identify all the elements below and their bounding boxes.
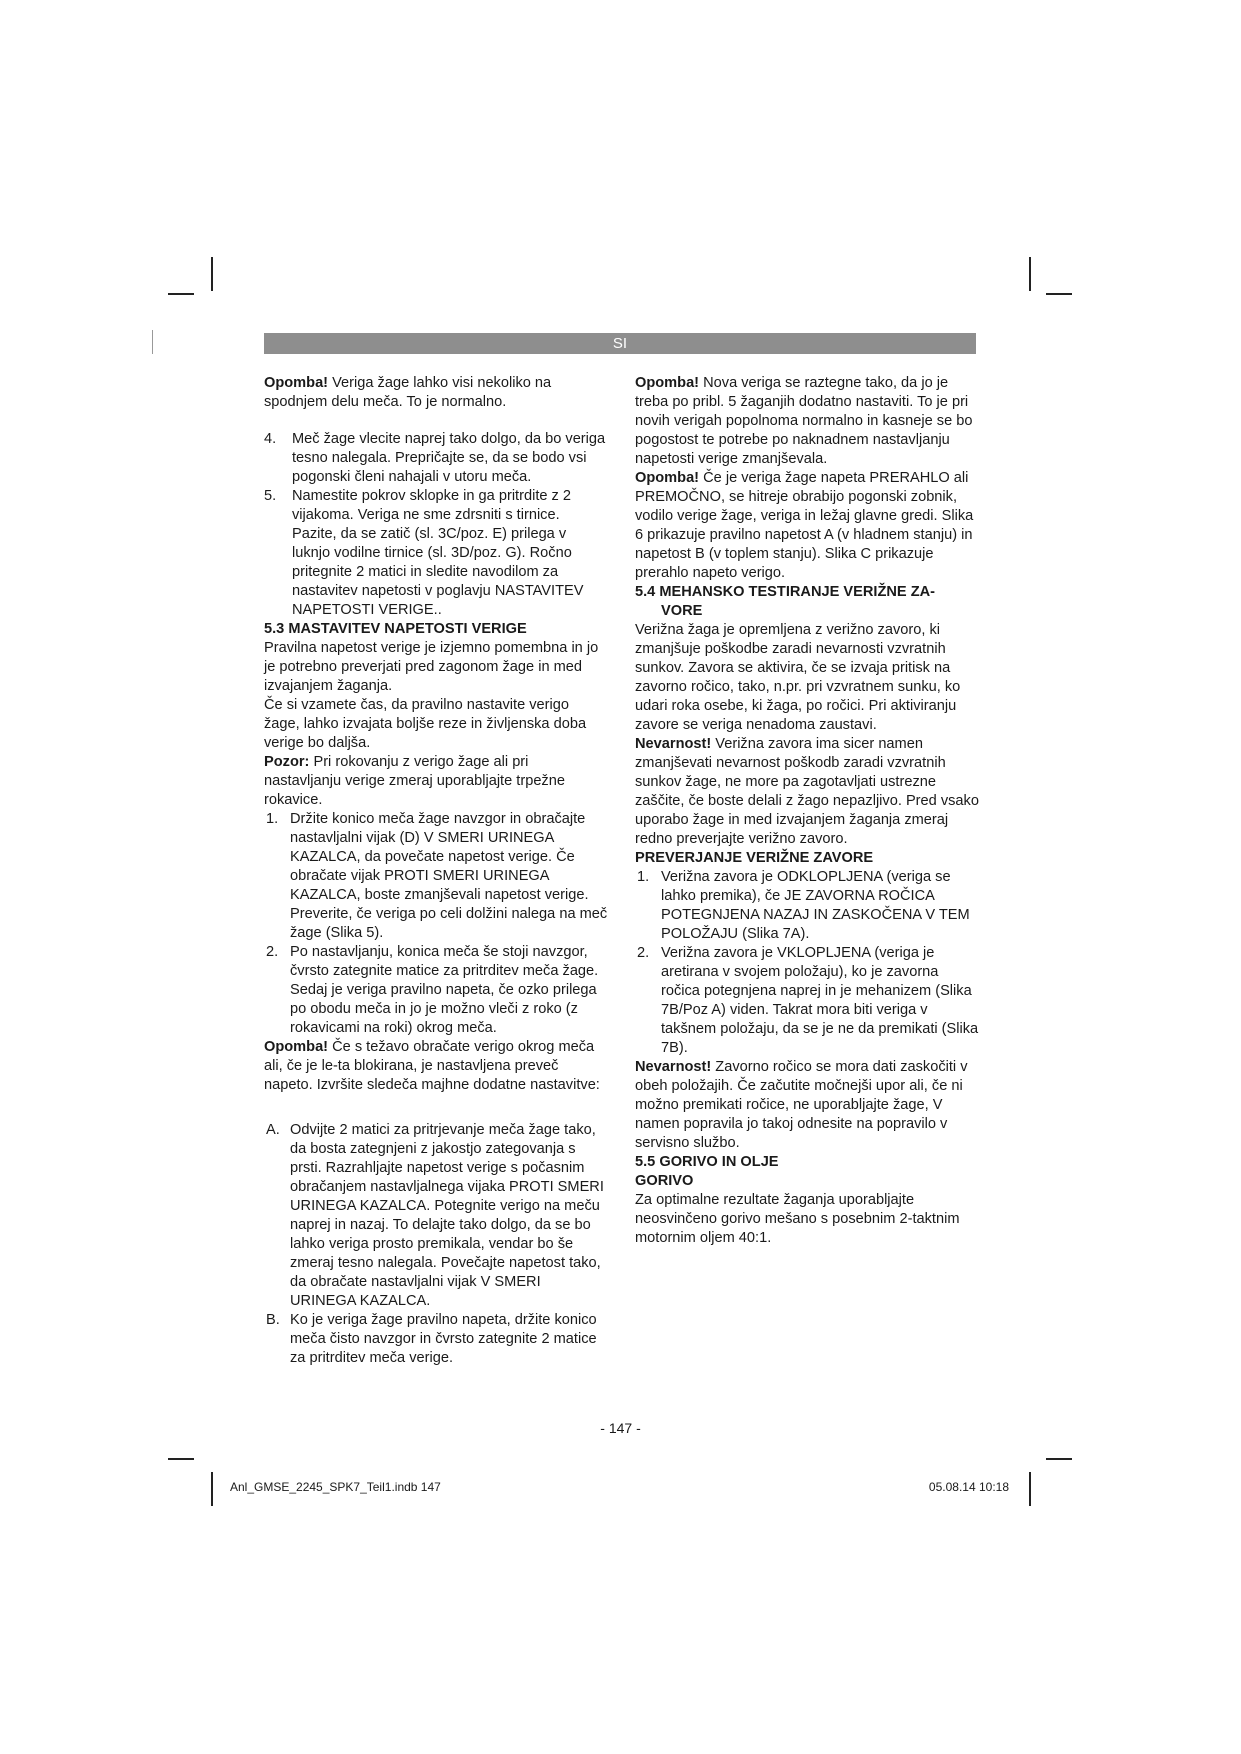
list-item-text: Verižna zavora je ODKLOPLJENA (veriga se lahko premika), če JE ZAVORNA ROČICA POTEGNJENA NAZAJ IN ZASKOČENA V TEM POLOŽAJU (Slika 7A).: [661, 869, 970, 942]
list-item-number: 1.: [266, 811, 279, 827]
language-header-bar: [264, 333, 976, 354]
note-lead: Opomba!: [635, 375, 700, 391]
adjustment-steps-list: [264, 1121, 608, 1368]
note-paragraph: [264, 374, 608, 412]
section-paragraph: Verižna žaga je opremljena z verižno zavoro, ki zmanjšuje poškodbe zaradi nevarnosti vzvratnih sunkov. Zavora se aktivira, če se izvaja pritisk na zavorno ročico, tako, n.pr. pri vzvratnem sunku, ko udari roka osebe, ki žaga, po ročici. Pri aktiviranju zavore se veriga nenadoma zaustavi.: [635, 622, 961, 733]
note-lead: Opomba!: [264, 1039, 329, 1055]
caution-lead: Pozor:: [264, 754, 310, 770]
file-info: Anl_GMSE_2245_SPK7_Teil1.indb 147: [230, 1480, 441, 1494]
note-text: Če s težavo obračate verigo okrog meča ali, če je le-ta blokirana, je nastavljena preveč napeto. Izvršite sledeča majhne dodatne nastavitve:: [264, 1039, 600, 1093]
note-text: Veriga žage lahko visi nekoliko na spodnjem delu meča. To je normalno.: [264, 375, 552, 410]
tension-steps-list: [264, 810, 608, 1038]
list-item: [264, 1311, 608, 1368]
language-label: SI: [612, 335, 628, 352]
crop-mark-top-left-horizontal: [168, 293, 194, 295]
list-item-number: 1.: [637, 869, 650, 885]
crop-mark-bottom-left-horizontal: [168, 1458, 194, 1460]
right-column: [635, 374, 979, 1248]
section-paragraph: Če si vzamete čas, da pravilno nastavite verigo žage, lahko izvajata boljše reze in življenska doba verige bo daljša.: [264, 697, 587, 751]
list-item: [264, 810, 608, 943]
section-heading-line: 5.5 GORIVO IN OLJE: [635, 1154, 779, 1170]
note-paragraph: [635, 374, 979, 469]
note-text: Če je veriga žage napeta PRERAHLO ali PREMOČNO, se hitreje obrabijo pogonski zobnik, vodilo verige žage, veriga in ležaj glavne gredi. Slika 6 prikazuje pravilno napetost A (v hladnem stanju) in napetost B (v toplem stanju). Slika C prikazuje prerahlo napeto verigo.: [635, 470, 974, 581]
registration-mark-left: [152, 330, 153, 354]
danger-lead: Nevarnost!: [635, 1059, 712, 1075]
list-item: [264, 430, 608, 487]
note-paragraph: [264, 1038, 608, 1095]
danger-text: Verižna zavora ima sicer namen zmanjševati nevarnost poškodb zaradi vzvratnih sunkov žage, ne more pa zagotavljati ustrezne zaščite, če boste delali z žago nepazljivo. Pred vsako uporabo žage in med izvajanjem žaganja zmeraj redno preverjajte verižno zavoro.: [635, 736, 979, 847]
list-item: [264, 487, 608, 620]
list-item: [264, 943, 608, 1038]
left-column: [264, 374, 608, 1368]
crop-mark-top-right-horizontal: [1046, 293, 1072, 295]
crop-mark-bottom-right-horizontal: [1046, 1458, 1072, 1460]
section-heading-line: VORE: [661, 603, 703, 619]
list-item-letter: B.: [266, 1312, 280, 1328]
danger-lead: Nevarnost!: [635, 736, 712, 752]
danger-text: Zavorno ročico se mora dati zaskočiti v obeh položajih. Če začutite močnejši upor ali, če ni možno premikati ročice, ne uporabljajte žage, V namen popravila jo takoj odnesite na popravilo v servisno službo.: [635, 1059, 968, 1151]
list-item-text: Meč žage vlecite naprej tako dolgo, da bo veriga tesno nalegala. Prepričajte se, da se bodo vsi pogonski členi nahajali v utoru meča.: [292, 431, 606, 485]
list-item: [635, 868, 979, 944]
note-lead: Opomba!: [264, 375, 329, 391]
danger-paragraph: [635, 1058, 979, 1153]
list-item-number: 2.: [637, 945, 650, 961]
list-item: [635, 944, 979, 1058]
caution-paragraph: [264, 753, 608, 810]
section-heading-5-5: [635, 1153, 979, 1191]
list-item-number: 2.: [266, 944, 279, 960]
list-item-text: Držite konico meča žage navzgor in obračajte nastavljalni vijak (D) V SMERI URINEGA KAZALCA, da povečate napetost verige. Če obračate vijak PROTI SMERI URINEGA KAZALCA, boste zmanjševali napetost verige. Preverite, če veriga po celi dolžini nalega na meč žage (Slika 5).: [290, 811, 608, 941]
note-lead: Opomba!: [635, 470, 700, 486]
assembly-steps-list: [264, 430, 608, 620]
section-heading-line: GORIVO: [635, 1173, 694, 1189]
list-item-text: Odvijte 2 matici za pritrjevanje meča žage tako, da bosta zategnjeni z jakostjo zategovanja s prsti. Razrahljajte napetost verige s počasnim obračanjem nastavljalnega vijaka PROTI SMERI URINEGA KAZALCA. Potegnite verigo na meču naprej in nazaj. To delajte tako dolgo, da se bo lahko veriga prosto premikala, vendar bo še zmeraj tesno nalegala. Povečajte napetost tako, da obračate nastavljalni vijak V SMERI URINEGA KAZALCA.: [290, 1122, 604, 1309]
subsection-heading-brake-check: PREVERJANJE VERIŽNE ZAVORE: [635, 850, 874, 866]
print-datetime: 05.08.14 10:18: [928, 1480, 1009, 1494]
section-paragraph: Za optimalne rezultate žaganja uporabljajte neosvinčeno gorivo mešano s posebnim 2-taktnim motornim oljem 40:1.: [635, 1192, 960, 1246]
list-item-text: Verižna zavora je VKLOPLJENA (veriga je aretirana v svojem položaju), ko je zavorna ročica potegnjena naprej in je mehanizem (Slika 7B/Poz A) viden. Takrat mora biti veriga v takšnem položaju, da se je ne da premikati (Slika 7B).: [661, 945, 979, 1056]
list-item-text: Namestite pokrov sklopke in ga pritrdite z 2 vijakoma. Veriga ne sme zdrsniti s tirnice. Pazite, da se zatič (sl. 3C/poz. E) prilega v luknjo vodilne tirnice (sl. 3D/poz. G). Ročno pritegnite 2 matici in sledite navodilom za nastavitev napetosti v poglavju NASTAVITEV NAPETOSTI VERIGE..: [292, 488, 584, 618]
danger-paragraph: [635, 735, 979, 849]
list-item-letter: A.: [266, 1122, 280, 1138]
crop-mark-bottom-right-vertical: [1029, 1472, 1031, 1506]
note-text: Nova veriga se raztegne tako, da jo je treba po pribl. 5 žaganjih dodatno nastaviti. To je pri novih verigah popolnoma normalno in kasneje se bo pogostost te potrebe po naknadnem nastavljanju napetosti verige zmanjševala.: [635, 375, 973, 467]
list-item: [264, 1121, 608, 1311]
crop-mark-top-left-vertical: [211, 257, 213, 291]
section-heading-5-3: 5.3 MASTAVITEV NAPETOSTI VERIGE: [264, 621, 527, 637]
caution-text: Pri rokovanju z verigo žage ali pri nastavljanju verige zmeraj uporabljajte trpežne rokavice.: [264, 754, 565, 808]
section-heading-5-4: [635, 583, 979, 621]
crop-mark-top-right-vertical: [1029, 257, 1031, 291]
note-paragraph: [635, 469, 979, 583]
list-item-text: Ko je veriga žage pravilno napeta, držite konico meča čisto navzgor in čvrsto zategnite 2 matice za pritrditev meča verige.: [290, 1312, 597, 1366]
list-item-text: Po nastavljanju, konica meča še stoji navzgor, čvrsto zategnite matice za pritrditev meča žage. Sedaj je veriga pravilno napeta, če ozko prilega po obodu meča in jo je možno vleči z roko (z rokavicami na roki) okrog meča.: [290, 944, 599, 1036]
brake-check-list: [635, 868, 979, 1058]
crop-mark-bottom-left-vertical: [211, 1472, 213, 1506]
section-paragraph: Pravilna napetost verige je izjemno pomembna in jo je potrebno preverjati pred zagonom žage in med izvajanjem žaganja.: [264, 640, 599, 694]
section-heading-line: 5.4 MEHANSKO TESTIRANJE VERIŽNE ZA-: [635, 584, 936, 600]
list-item-number: 4.: [264, 431, 277, 447]
list-item-number: 5.: [264, 488, 277, 504]
page-number: - 147 -: [600, 1420, 641, 1436]
